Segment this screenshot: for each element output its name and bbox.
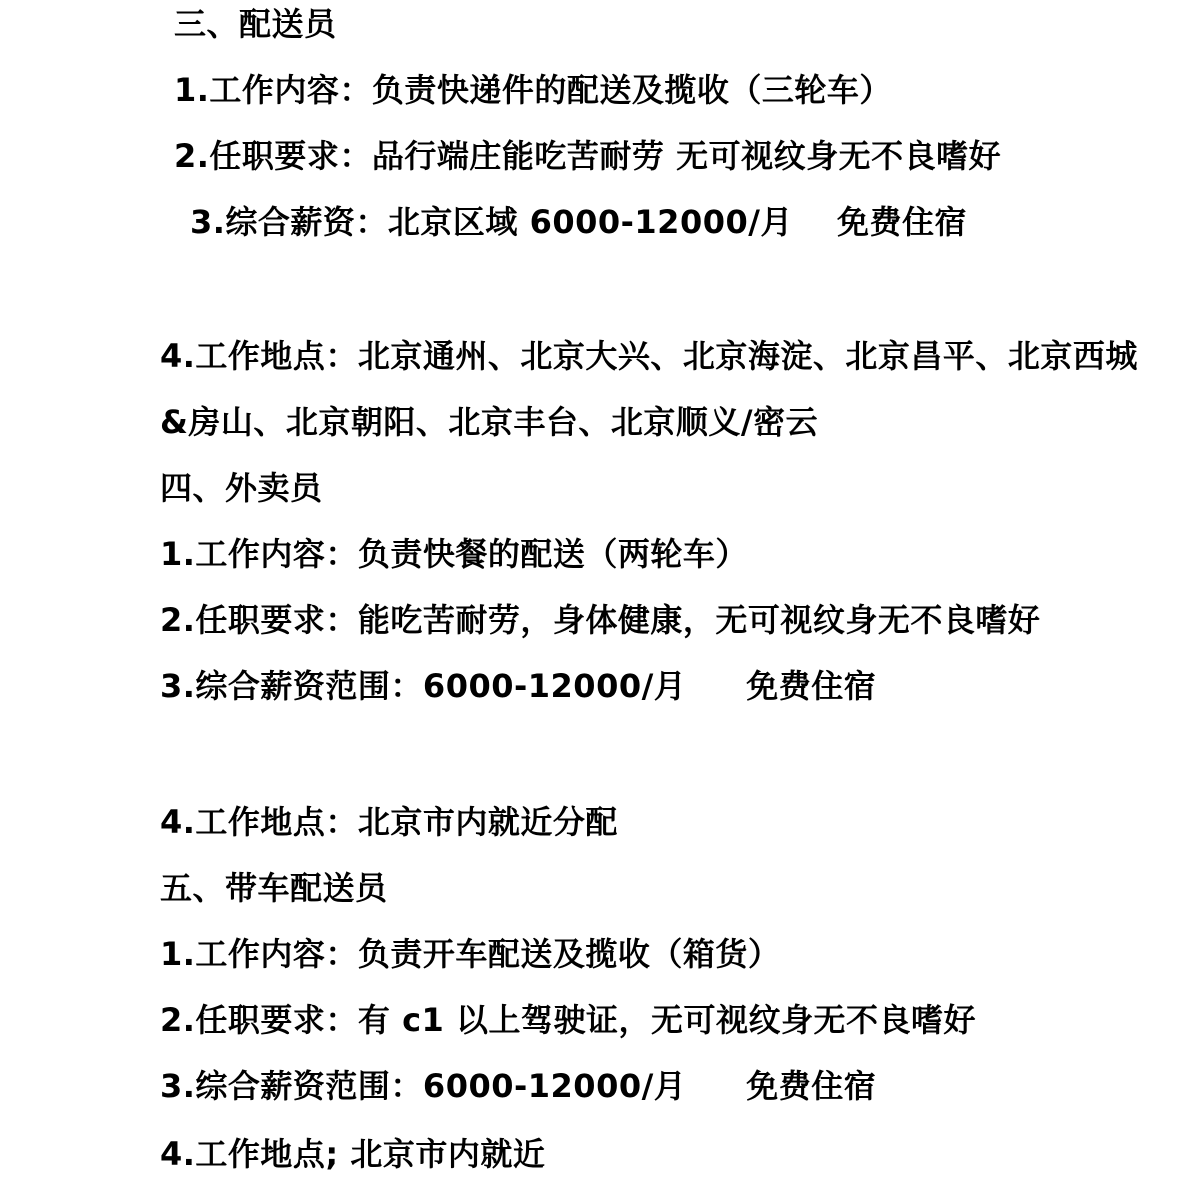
section-4-salary-note: 免费住宿 <box>746 667 877 705</box>
section-3-location-line-1: 4.工作地点：北京通州、北京大兴、北京海淀、北京昌平、北京西城 <box>160 337 1138 375</box>
section-4-job-content: 1.工作内容：负责快餐的配送（两轮车） <box>160 535 748 573</box>
section-3-location-line-2: &房山、北京朝阳、北京丰台、北京顺义/密云 <box>160 403 819 441</box>
section-5-salary: 3.综合薪资范围：6000-12000/月 <box>160 1067 687 1105</box>
section-4-salary: 3.综合薪资范围：6000-12000/月 <box>160 667 687 705</box>
section-3-salary: 3.综合薪资：北京区域 6000-12000/月 <box>190 203 793 241</box>
section-4-location: 4.工作地点：北京市内就近分配 <box>160 803 618 841</box>
section-3-heading: 三、配送员 <box>174 5 337 43</box>
section-5-job-content: 1.工作内容：负责开车配送及揽收（箱货） <box>160 935 781 973</box>
section-3-requirements: 2.任职要求：品行端庄能吃苦耐劳 无可视纹身无不良嗜好 <box>174 137 1002 175</box>
section-3-salary-note: 免费住宿 <box>836 203 967 241</box>
section-5-location: 4.工作地点; 北京市内就近 <box>160 1135 546 1173</box>
section-3-salary-line <box>190 202 967 242</box>
section-5-salary-line <box>160 1066 876 1106</box>
section-5-salary-note: 免费住宿 <box>746 1067 877 1105</box>
section-5-heading: 五、带车配送员 <box>160 869 388 907</box>
section-4-salary-line <box>160 666 876 706</box>
section-4-requirements: 2.任职要求：能吃苦耐劳，身体健康，无可视纹身无不良嗜好 <box>160 601 1041 639</box>
section-3-job-content: 1.工作内容：负责快递件的配送及揽收（三轮车） <box>174 71 892 109</box>
section-5-requirements: 2.任职要求：有 c1 以上驾驶证，无可视纹身无不良嗜好 <box>160 1001 976 1039</box>
section-4-heading: 四、外卖员 <box>160 469 323 507</box>
